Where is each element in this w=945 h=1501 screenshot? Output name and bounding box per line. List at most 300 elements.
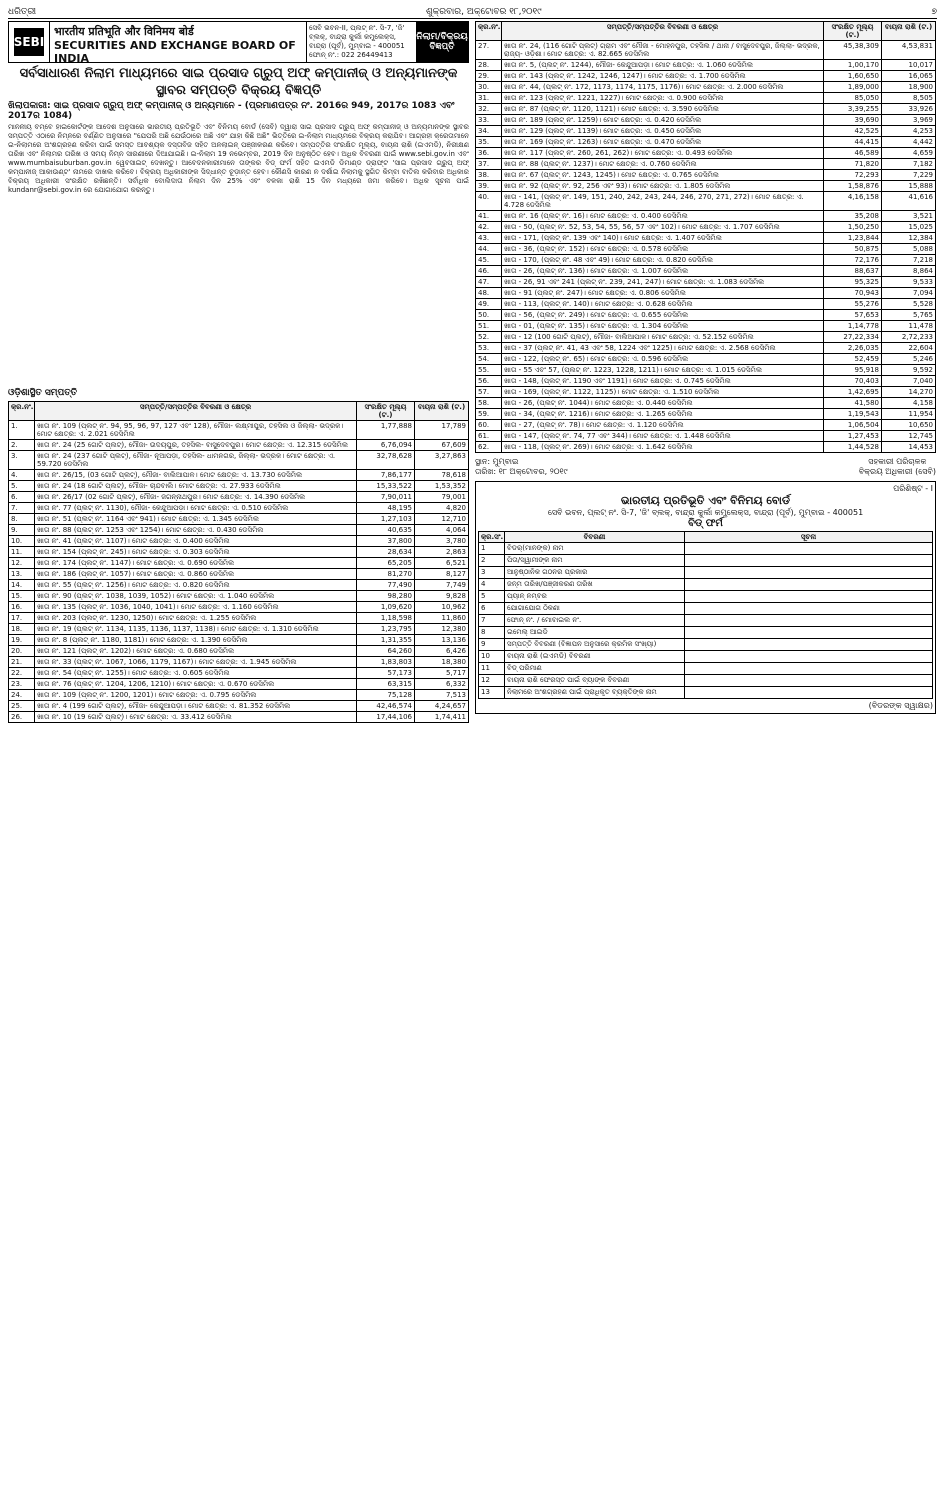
reserve-price: 35,208: [824, 211, 882, 222]
bid-row-number: 5: [479, 591, 505, 603]
bid-row-label: ଜନ୍ମ ତାରିଖ/ପଞ୍ଜୀକରଣ ତାରିଖ: [505, 579, 685, 591]
bid-row-label: ନିଲାମରେ ଅଂଶଗ୍ରହଣ ପାଇଁ ପ୍ରାଧିକୃତ ବ୍ୟକ୍ତିଙ୍କ ନାମ: [505, 687, 685, 699]
row-number: 6.: [9, 492, 35, 503]
property-description: ଖାତା - 122, (ପ୍ଲଟ୍ ନଂ. 65)। ମୋଟ କ୍ଷେତ୍ର: ଏ. 0.596 ଡେସିମିଲ: [502, 354, 824, 365]
table-row: [476, 409, 936, 420]
reserve-price: 57,173: [357, 668, 415, 679]
notice-body: ମାନନୀୟ ବମ୍ବେ ହାଇକୋର୍ଟଙ୍କ ଆଦେଶ ଅନୁସାରେ ଭାରତୀୟ ପ୍ରତିଭୂତି ଏବଂ ବିନିମୟ ବୋର୍ଡ (ସେବି) ଦ୍ୱାରା ସାଇ ପ୍ରସାଦ ଗ୍ରୁପ୍ ଅଫ୍ କମ୍ପାନୀଜ୍ ଓ ଅନ୍ୟମାନଙ୍କ ସ୍ଥାବର ସମ୍ପତ୍ତି ଏଠାରେ ନିମ୍ନରେ ବର୍ଣ୍ଣିତ ଅନୁସାରେ "ଯେପରି ଅଛି ଯେଉଁଠାରେ ଅଛି ଏବଂ ଯାହା କିଛି ଅଛି" ଭିତ୍ତିରେ ଇ-ନିଲାମ ମାଧ୍ୟମରେ ବିକ୍ରୟ କରାଯିବ। ଆଗ୍ରହୀ କ୍ରେତାମାନେ ଇ-ନିଲାମରେ ଅଂଶଗ୍ରହଣ କରିବା ପାଇଁ ସମସ୍ତ ଆବଶ୍ୟକ ଦସ୍ତାବିଜ ସହିତ ଅନଲାଇନ୍ ପଞ୍ଜୀକରଣ କରିବେ। ସମ୍ପତ୍ତିର ସଂରକ୍ଷିତ ମୂଲ୍ୟ, ବାୟନା ରାଶି (ଇଏମଡି), ନିରୀକ୍ଷଣ ତାରିଖ ଏବଂ ନିଲାମର ତାରିଖ ଓ ସମୟ ନିମ୍ନ ସାରଣୀରେ ଦିଆଯାଇଛି। ଇ-ନିଲାମ 19 ନଭେମ୍ବର, 2019 ଦିନ ଅନୁଷ୍ଠିତ ହେବ। ଅଧିକ ବିବରଣୀ ପାଇଁ www.sebi.gov.in ଏବଂ www.mumbaisuburban.gov.in ୱେବସାଇଟ୍ ଦେଖନ୍ତୁ। ଆବେଦନକାରୀମାନେ ତାଙ୍କର ବିଡ୍ ଫର୍ମ ସହିତ ଇଏମଡି ଡିମାଣ୍ଡ ଡ୍ରାଫ୍ଟ 'ସାଇ ପ୍ରସାଦ ଗ୍ରୁପ୍ ଅଫ୍ କମ୍ପାନୀଜ୍ ଆକାଉଣ୍ଟ' ନାମରେ ଦାଖଲ କରିବେ। ବିକ୍ରୟ ଅଧିକାରୀଙ୍କ ସିଦ୍ଧାନ୍ତ ଚୂଡ଼ାନ୍ତ ହେବ। କୌଣସି କାରଣ ନ ଦର୍ଶାଇ ନିଲାମକୁ ସ୍ଥଗିତ କିମ୍ବା ବାତିଲ କରିବାର ଅଧିକାର ବିକ୍ରୟ ଅଧିକାରୀ ସଂରକ୍ଷିତ ରଖିଛନ୍ତି। ସର୍ବାଧିକ ବୋଲିଦାତା ନିଲାମ ଦିନ 25% ଏବଂ ବଳକା ରାଶି 15 ଦିନ ମଧ୍ୟରେ ଜମା କରିବେ। ଅଧିକ ସୂଚନା ପାଇଁ kundanr@sebi.gov.in ରେ ଯୋଗାଯୋଗ କରନ୍ତୁ।: [8, 123, 469, 194]
table-row: [476, 354, 936, 365]
bid-form-annex: ପରିଶିଷ୍ଟ - I: [893, 484, 933, 493]
property-description: ଖାତା - 147, (ପ୍ଲଟ୍ ନଂ. 74, 77 ଏବଂ 344)। ମୋଟ କ୍ଷେତ୍ର: ଏ. 1.448 ଡେସିମିଲ: [502, 431, 824, 442]
property-description: ଖାତା ନଂ. 16 (ପ୍ଲଟ୍ ନଂ. 16)। ମୋଟ କ୍ଷେତ୍ର: ଏ. 0.400 ଡେସିମିଲ: [502, 211, 824, 222]
reserve-price: 1,27,103: [357, 514, 415, 525]
reserve-price: 1,23,844: [824, 233, 882, 244]
property-description: ଖାତା ନଂ. 41 (ପ୍ଲଟ୍ ନଂ. 1107)। ମୋଟ କ୍ଷେତ୍ର: ଏ. 0.400 ଡେସିମିଲ: [35, 536, 357, 547]
notice-header: [8, 21, 469, 63]
row-number: 45.: [476, 255, 502, 266]
table-row: [476, 277, 936, 288]
col-header-desc: ସମ୍ପତ୍ତି/ସମ୍ପତ୍ତିର ବିବରଣୀ ଓ କ୍ଷେତ୍ର: [502, 22, 824, 41]
reserve-price: 65,205: [357, 558, 415, 569]
row-number: 35.: [476, 137, 502, 148]
row-number: 24.: [9, 690, 35, 701]
property-description: ଖାତା ନଂ. 203 (ପ୍ଲଟ୍ ନଂ. 1230, 1250)। ମୋଟ କ୍ଷେତ୍ର: ଏ. 1.255 ଡେସିମିଲ: [35, 613, 357, 624]
reserve-price: 1,27,453: [824, 431, 882, 442]
row-number: 4.: [9, 470, 35, 481]
emd-amount: 3,27,863: [415, 451, 469, 470]
table-row: [9, 451, 469, 470]
reserve-price: 95,325: [824, 277, 882, 288]
reserve-price: 1,31,355: [357, 635, 415, 646]
reserve-price: 46,589: [824, 148, 882, 159]
row-number: 8.: [9, 514, 35, 525]
bid-row-number: 13: [479, 687, 505, 699]
table-row: [9, 701, 469, 712]
bid-row-label: ଫୋନ୍ ନଂ. / ମୋବାଇଲ ନଂ.: [505, 615, 685, 627]
col-header-reserve: ସଂରକ୍ଷିତ ମୂଲ୍ୟ (ଟ.): [357, 402, 415, 421]
org-address: ସେବି ଭବନ-II, ପ୍ଲଟ୍ ନଂ. ସି-7, 'ଜି' ବ୍ଲକ୍, ବାନ୍ଦ୍ରା କୁର୍ଲା କମ୍ପ୍ଲେକ୍ସ, ବାନ୍ଦ୍ରା (ପୂର୍ବ), ମୁମ୍ବାଇ - 400051 ଫୋନ୍ ନଂ.: 022 26449413: [306, 22, 416, 62]
emd-amount: 2,863: [415, 547, 469, 558]
emd-amount: 2,72,233: [882, 332, 936, 343]
bid-row-input[interactable]: [685, 651, 933, 663]
table-row: [476, 93, 936, 104]
reserve-price: 1,23,795: [357, 624, 415, 635]
reserve-price: 1,19,543: [824, 409, 882, 420]
table-row: [476, 82, 936, 93]
reserve-price: 42,46,574: [357, 701, 415, 712]
emd-amount: 12,380: [415, 624, 469, 635]
row-number: 2.: [9, 440, 35, 451]
table-row: [9, 481, 469, 492]
bid-row-input[interactable]: [685, 567, 933, 579]
bid-form-row: [479, 639, 933, 651]
bid-row-input[interactable]: [685, 663, 933, 675]
reserve-price: 15,33,522: [357, 481, 415, 492]
section-label: ଓଡ଼ିଶାସ୍ଥିତ ସମ୍ପତ୍ତି: [8, 388, 78, 398]
table-row: [476, 332, 936, 343]
property-description: ଖାତା ନଂ. 26/15, (03 ଗୋଟି ପ୍ଲଟ୍), ମୌଜା- ବାଲିଆପାଳ। ମୋଟ କ୍ଷେତ୍ର: ଏ. 13.730 ଡେସିମିଲ: [35, 470, 357, 481]
bid-row-number: 8: [479, 627, 505, 639]
property-description: ଖାତା ନଂ. 189 (ପ୍ଲଟ୍ ନଂ. 1259)। ମୋଟ କ୍ଷେତ୍ର: ଏ. 0.420 ଡେସିମିଲ: [502, 115, 824, 126]
emd-amount: 4,659: [882, 148, 936, 159]
row-number: 61.: [476, 431, 502, 442]
property-description: ଖାତା - 12 (100 ଗୋଟି ପ୍ଲଟ୍), ମୌଜା- ବାଲିଆପାଳ। ମୋଟ କ୍ଷେତ୍ର: ଏ. 52.152 ଡେସିମିଲ: [502, 332, 824, 343]
bid-row-input[interactable]: [685, 687, 933, 699]
bid-form-row: [479, 615, 933, 627]
reserve-price: 39,690: [824, 115, 882, 126]
emd-amount: 33,926: [882, 104, 936, 115]
row-number: 22.: [9, 668, 35, 679]
row-number: 23.: [9, 679, 35, 690]
left-column: [8, 21, 469, 1499]
table-row: [476, 170, 936, 181]
emd-amount: 7,229: [882, 170, 936, 181]
row-number: 17.: [9, 613, 35, 624]
col-header-emd: ବାୟନା ରାଶି (ଟ.): [415, 402, 469, 421]
table-row: [476, 222, 936, 233]
emd-amount: 14,453: [882, 442, 936, 453]
bid-form-title: ଭାରତୀୟ ପ୍ରତିଭୂତି ଏବଂ ବିନିମୟ ବୋର୍ଡ: [620, 494, 791, 507]
table-row: [476, 181, 936, 192]
reserve-price: 75,128: [357, 690, 415, 701]
newspaper-name: ଧରିତ୍ରୀ: [8, 7, 37, 17]
sebi-logo: SEBI: [9, 22, 50, 62]
table-row: [476, 321, 936, 332]
row-number: 26.: [9, 712, 35, 723]
emd-amount: 5,088: [882, 244, 936, 255]
emd-amount: 1,53,352: [415, 481, 469, 492]
row-number: 46.: [476, 266, 502, 277]
table-row: [9, 440, 469, 451]
property-description: ଖାତା - 141, (ପ୍ଲଟ୍ ନଂ. 149, 151, 240, 242, 243, 244, 246, 270, 271, 272)। ମୋଟ କ୍ଷେତ୍ର: ଏ. 4.728 ଡେସିମିଲ: [502, 192, 824, 211]
table-row: [9, 503, 469, 514]
bid-row-label: ପିତା/ସ୍ୱାମୀଙ୍କ ନାମ: [505, 555, 685, 567]
emd-amount: 12,384: [882, 233, 936, 244]
bid-form-row: [479, 567, 933, 579]
emd-amount: 6,332: [415, 679, 469, 690]
reserve-price: 7,86,177: [357, 470, 415, 481]
row-number: 12.: [9, 558, 35, 569]
table-row: [9, 591, 469, 602]
property-table-right: [475, 21, 936, 453]
reserve-price: 63,315: [357, 679, 415, 690]
property-description: ଖାତା ନଂ. 54 (ପ୍ଲଟ୍ ନଂ. 1255)। ମୋଟ କ୍ଷେତ୍ର: ଏ. 0.605 ଡେସିମିଲ: [35, 668, 357, 679]
table-row: [476, 211, 936, 222]
newspaper-date: ଶୁକ୍ରବାର, ଅକ୍ଟୋବର ୧୮,୨୦୧୯: [425, 7, 542, 17]
signature-block: [475, 457, 936, 477]
property-description: ଖାତା - 118, (ପ୍ଲଟ୍ ନଂ. 269)। ମୋଟ କ୍ଷେତ୍ର: ଏ. 1.642 ଡେସିମିଲ: [502, 442, 824, 453]
row-number: 9.: [9, 525, 35, 536]
bid-row-input[interactable]: [685, 639, 933, 651]
property-description: ଖାତା ନଂ. 24 (18 ଗୋଟି ପ୍ଲଟ୍), ମୌଜା- ଚାନ୍ଦବାଲି। ମୋଟ କ୍ଷେତ୍ର: ଏ. 27.933 ଡେସିମିଲ: [35, 481, 357, 492]
right-column: [475, 21, 936, 1499]
row-number: 38.: [476, 170, 502, 181]
emd-amount: 16,065: [882, 71, 936, 82]
reserve-price: 1,18,598: [357, 613, 415, 624]
auction-badge: ନିଲାମ/ବିକ୍ରୟ ବିଜ୍ଞପ୍ତି: [416, 22, 468, 62]
row-number: 14.: [9, 580, 35, 591]
bid-form-row: [479, 651, 933, 663]
table-row: [476, 387, 936, 398]
table-row: [9, 470, 469, 481]
property-description: ଖାତା ନଂ. 10 (19 ଗୋଟି ପ୍ଲଟ୍)। ମୋଟ କ୍ଷେତ୍ର: ଏ. 33.412 ଡେସିମିଲ: [35, 712, 357, 723]
reserve-price: 1,83,803: [357, 657, 415, 668]
table-row: [9, 525, 469, 536]
row-number: 55.: [476, 365, 502, 376]
property-description: ଖାତା - 171, (ପ୍ଲଟ୍ ନଂ. 139 ଏବଂ 140)। ମୋଟ କ୍ଷେତ୍ର: ଏ. 1.407 ଡେସିମିଲ: [502, 233, 824, 244]
row-number: 37.: [476, 159, 502, 170]
row-number: 31.: [476, 93, 502, 104]
col-header-no: କ୍ର.ନଂ.: [9, 402, 35, 421]
bid-form-address: ସେବି ଭବନ, ପ୍ଲଟ୍ ନଂ. ସି-7, 'ଜି' ବ୍ଲକ୍, ବାନ୍ଦ୍ରା କୁର୍ଲା କମ୍ପ୍ଲେକ୍ସ, ବାନ୍ଦ୍ରା (ପୂର୍ବ), ମୁମ୍ବାଇ - 400051: [547, 508, 864, 517]
row-number: 48.: [476, 288, 502, 299]
bid-row-number: 11: [479, 663, 505, 675]
property-description: ଖାତା - 91 (ପ୍ଲଟ୍ ନଂ. 247)। ମୋଟ କ୍ଷେତ୍ର: ଏ. 0.806 ଡେସିମିଲ: [502, 288, 824, 299]
property-description: ଖାତା ନଂ. 121 (ପ୍ଲଟ୍ ନଂ. 1202)। ମୋଟ କ୍ଷେତ୍ର: ଏ. 0.680 ଡେସିମିଲ: [35, 646, 357, 657]
reserve-price: 72,176: [824, 255, 882, 266]
table-row: [476, 343, 936, 354]
reserve-price: 57,653: [824, 310, 882, 321]
bid-row-input[interactable]: [685, 579, 933, 591]
table-row: [476, 192, 936, 211]
row-number: 49.: [476, 299, 502, 310]
bid-row-input[interactable]: [685, 627, 933, 639]
table-row: [476, 244, 936, 255]
table-row: [476, 104, 936, 115]
emd-amount: 6,521: [415, 558, 469, 569]
table-row: [476, 365, 936, 376]
reserve-price: 81,270: [357, 569, 415, 580]
reserve-price: 41,580: [824, 398, 882, 409]
property-description: ଖାତା - 37 (ପ୍ଲଟ୍ ନଂ. 41, 43 ଏବଂ 58, 1224 ଏବଂ 1225)। ମୋଟ କ୍ଷେତ୍ର: ଏ. 2.568 ଡେସିମିଲ: [502, 343, 824, 354]
row-number: 43.: [476, 233, 502, 244]
reserve-price: 1,50,250: [824, 222, 882, 233]
reserve-price: 3,39,255: [824, 104, 882, 115]
property-description: ଖାତା - 26, (ପ୍ଲଟ୍ ନଂ. 136)। ମୋଟ କ୍ଷେତ୍ର: ଏ. 1.007 ଡେସିମିଲ: [502, 266, 824, 277]
table-row: [9, 569, 469, 580]
emd-amount: 4,253: [882, 126, 936, 137]
table-row: [476, 71, 936, 82]
bid-form-row: [479, 591, 933, 603]
row-number: 50.: [476, 310, 502, 321]
page-number: ୭: [931, 7, 937, 17]
bid-form-row: [479, 675, 933, 687]
table-row: [9, 536, 469, 547]
bid-row-input[interactable]: [685, 555, 933, 567]
property-description: ଖାତା - 170, (ପ୍ଲଟ୍ ନଂ. 48 ଏବଂ 49)। ମୋଟ କ୍ଷେତ୍ର: ଏ. 0.820 ଡେସିମିଲ: [502, 255, 824, 266]
org-name-english: SECURITIES AND EXCHANGE BOARD OF INDIA: [54, 39, 296, 65]
row-number: 21.: [9, 657, 35, 668]
bid-row-number: 10: [479, 651, 505, 663]
property-description: ଖାତା - 55 ଏବଂ 57, (ପ୍ଲଟ୍ ନଂ. 1223, 1228, 1211)। ମୋଟ କ୍ଷେତ୍ର: ଏ. 1.015 ଡେସିମିଲ: [502, 365, 824, 376]
reserve-price: 32,78,628: [357, 451, 415, 470]
emd-amount: 3,521: [882, 211, 936, 222]
bid-row-input[interactable]: [685, 675, 933, 687]
reserve-price: 45,38,309: [824, 41, 882, 60]
reserve-price: 48,195: [357, 503, 415, 514]
property-description: ଖାତା ନଂ. 109 (ପ୍ଲଟ୍ ନଂ. 94, 95, 96, 97, 127 ଏବଂ 128), ମୌଜା- ଲକ୍ଷ୍ମୀପୁର, ତହସିଲ ଓ ଜିଲ୍ଲା- ଭଦ୍ରକ। ମୋଟ କ୍ଷେତ୍ର: ଏ. 2.021 ଡେସିମିଲ: [35, 421, 357, 440]
row-number: 34.: [476, 126, 502, 137]
row-number: 13.: [9, 569, 35, 580]
row-number: 32.: [476, 104, 502, 115]
reserve-price: 64,260: [357, 646, 415, 657]
emd-amount: 22,604: [882, 343, 936, 354]
property-description: ଖାତା - 26, 91 ଏବଂ 241 (ପ୍ଲଟ୍ ନଂ. 239, 241, 247)। ମୋଟ କ୍ଷେତ୍ର: ଏ. 1.083 ଡେସିମିଲ: [502, 277, 824, 288]
emd-amount: 15,025: [882, 222, 936, 233]
property-description: ଖାତା ନଂ. 26/17 (02 ଗୋଟି ପ୍ଲଟ୍), ମୌଜା- ଜଗନ୍ନାଥପୁର। ମୋଟ କ୍ଷେତ୍ର: ଏ. 14.390 ଡେସିମିଲ: [35, 492, 357, 503]
reserve-price: 55,276: [824, 299, 882, 310]
reserve-price: 71,820: [824, 159, 882, 170]
reserve-price: 88,637: [824, 266, 882, 277]
table-row: [9, 580, 469, 591]
emd-amount: 7,513: [415, 690, 469, 701]
emd-amount: 3,780: [415, 536, 469, 547]
row-number: 16.: [9, 602, 35, 613]
emd-amount: 8,864: [882, 266, 936, 277]
bid-row-input[interactable]: [685, 543, 933, 555]
row-number: 18.: [9, 624, 35, 635]
bid-form: [475, 481, 936, 714]
reserve-price: 95,918: [824, 365, 882, 376]
table-row: [9, 602, 469, 613]
table-row: [476, 137, 936, 148]
property-description: ଖାତା - 26, (ପ୍ଲଟ୍ ନଂ. 1044)। ମୋଟ କ୍ଷେତ୍ର: ଏ. 0.440 ଡେସିମିଲ: [502, 398, 824, 409]
row-number: 25.: [9, 701, 35, 712]
reserve-price: 1,00,170: [824, 60, 882, 71]
row-number: 5.: [9, 481, 35, 492]
bid-form-table: [478, 531, 933, 699]
table-row: [476, 420, 936, 431]
emd-amount: 7,040: [882, 376, 936, 387]
row-number: 42.: [476, 222, 502, 233]
row-number: 60.: [476, 420, 502, 431]
emd-amount: 4,442: [882, 137, 936, 148]
bid-row-input[interactable]: [685, 603, 933, 615]
emd-amount: 11,478: [882, 321, 936, 332]
emd-amount: 8,127: [415, 569, 469, 580]
emd-amount: 78,618: [415, 470, 469, 481]
emd-amount: 4,158: [882, 398, 936, 409]
emd-amount: 79,001: [415, 492, 469, 503]
row-number: 11.: [9, 547, 35, 558]
reserve-price: 1,06,504: [824, 420, 882, 431]
property-description: ଖାତା ନଂ. 24 (237 ଗୋଟି ପ୍ଲଟ୍), ମୌଜା- ନୂଆପଡ଼ା, ତହସିଲ- ଧାମନଗର, ଜିଲ୍ଲା- ଭଦ୍ରକ। ମୋଟ କ୍ଷେତ୍ର: ଏ. 59.720 ଡେସିମିଲ: [35, 451, 357, 470]
table-row: [9, 635, 469, 646]
table-row: [476, 442, 936, 453]
bid-row-number: 3: [479, 567, 505, 579]
row-number: 7.: [9, 503, 35, 514]
table-row: [476, 310, 936, 321]
row-number: 19.: [9, 635, 35, 646]
table-row: [9, 679, 469, 690]
reserve-price: 1,42,695: [824, 387, 882, 398]
emd-amount: 14,270: [882, 387, 936, 398]
reserve-price: 52,459: [824, 354, 882, 365]
emd-amount: 11,860: [415, 613, 469, 624]
table-row: [9, 547, 469, 558]
row-number: 36.: [476, 148, 502, 159]
bid-row-input[interactable]: [685, 615, 933, 627]
emd-amount: 9,592: [882, 365, 936, 376]
row-number: 27.: [476, 41, 502, 60]
table-row: [476, 148, 936, 159]
emd-amount: 12,710: [415, 514, 469, 525]
table-row: [476, 431, 936, 442]
reserve-price: 1,77,888: [357, 421, 415, 440]
row-number: 15.: [9, 591, 35, 602]
reserve-price: 1,44,528: [824, 442, 882, 453]
reserve-price: 17,44,106: [357, 712, 415, 723]
emd-amount: 4,24,657: [415, 701, 469, 712]
emd-amount: 3,969: [882, 115, 936, 126]
newspaper-top-strip: [8, 6, 937, 19]
reserve-price: 85,050: [824, 93, 882, 104]
bid-form-row: [479, 663, 933, 675]
bid-form-subtitle: ବିଡ୍ ଫର୍ମ: [688, 518, 723, 529]
row-number: 10.: [9, 536, 35, 547]
row-number: 57.: [476, 387, 502, 398]
notice-subtitle: ସ୍ଥାବର ସମ୍ପତ୍ତି ବିକ୍ରୟ ବିଜ୍ଞପ୍ତି: [155, 83, 322, 98]
table-row: [476, 233, 936, 244]
emd-amount: 6,426: [415, 646, 469, 657]
property-description: ଖାତା ନଂ. 77 (ପ୍ଲଟ୍ ନଂ. 1130), ମୌଜା- କେନ୍ଦୁଆପଡ଼ା। ମୋଟ କ୍ଷେତ୍ର: ଏ. 0.510 ଡେସିମିଲ: [35, 503, 357, 514]
property-description: ଖାତା ନଂ. 92 (ପ୍ଲଟ୍ ନଂ. 92, 256 ଏବଂ 93)। ମୋଟ କ୍ଷେତ୍ର: ଏ. 1.805 ଡେସିମିଲ: [502, 181, 824, 192]
property-description: ଖାତା - 01, (ପ୍ଲଟ୍ ନଂ. 135)। ମୋଟ କ୍ଷେତ୍ର: ଏ. 1.304 ଡେସିମିଲ: [502, 321, 824, 332]
table-row: [9, 514, 469, 525]
reserve-price: 27,22,334: [824, 332, 882, 343]
reserve-price: 1,14,778: [824, 321, 882, 332]
row-number: 54.: [476, 354, 502, 365]
emd-amount: 11,954: [882, 409, 936, 420]
property-description: ଖାତା - 56, (ପ୍ଲଟ୍ ନଂ. 249)। ମୋଟ କ୍ଷେତ୍ର: ଏ. 0.655 ଡେସିମିଲ: [502, 310, 824, 321]
bid-row-label: ସମ୍ପତ୍ତି ବିବରଣୀ (ବିଜ୍ଞାପନ ଅନୁସାରେ କ୍ରମିକ ସଂଖ୍ୟା): [505, 639, 685, 651]
sign-place: ସ୍ଥାନ: ମୁମ୍ବାଇ: [475, 457, 519, 466]
bid-row-number: 4: [479, 579, 505, 591]
reserve-price: 7,90,011: [357, 492, 415, 503]
table-row: [9, 657, 469, 668]
defaulter-line: ଖିଲାପକାରୀ: ସାଇ ପ୍ରସାଦ ଗ୍ରୁପ୍ ଅଫ୍ କମ୍ପାନୀଜ୍ ଓ ଅନ୍ୟମାନେ - (ପ୍ରମାଣପତ୍ର ନଂ. 2016ର 949, 2017ର 1083 ଏବଂ 2017ର 1084): [8, 101, 455, 121]
table-row: [476, 376, 936, 387]
property-description: ଖାତା ନଂ. 19 (ପ୍ଲଟ୍ ନଂ. 1134, 1135, 1136, 1137, 1138)। ମୋଟ କ୍ଷେତ୍ର: ଏ. 1.310 ଡେସିମିଲ: [35, 624, 357, 635]
bid-form-row: [479, 543, 933, 555]
bid-row-number: 7: [479, 615, 505, 627]
emd-amount: 18,380: [415, 657, 469, 668]
reserve-price: 72,293: [824, 170, 882, 181]
emd-amount: 8,505: [882, 93, 936, 104]
sign-title: ସହକାରୀ ପରିଚାଳକ: [868, 457, 927, 466]
bid-form-row: [479, 603, 933, 615]
emd-amount: 9,828: [415, 591, 469, 602]
table-row: [9, 613, 469, 624]
property-description: ଖାତା ନଂ. 88 (ପ୍ଲଟ୍ ନଂ. 1237)। ମୋଟ କ୍ଷେତ୍ର: ଏ. 0.760 ଡେସିମିଲ: [502, 159, 824, 170]
bid-row-label: ବାୟନା ରାଶି ଫେରସ୍ତ ପାଇଁ ବ୍ୟାଙ୍କ ବିବରଣୀ: [505, 675, 685, 687]
table-row: [9, 421, 469, 440]
col-header-desc: ସମ୍ପତ୍ତି/ସମ୍ପତ୍ତିର ବିବରଣୀ ଓ କ୍ଷେତ୍ର: [35, 402, 357, 421]
row-number: 53.: [476, 343, 502, 354]
bid-row-number: 2: [479, 555, 505, 567]
bid-row-input[interactable]: [685, 591, 933, 603]
emd-amount: 9,533: [882, 277, 936, 288]
property-description: ଖାତା ନଂ. 174 (ପ୍ଲଟ୍ ନଂ. 1147)। ମୋଟ କ୍ଷେତ୍ର: ଏ. 0.690 ଡେସିମିଲ: [35, 558, 357, 569]
property-description: ଖାତା ନଂ. 129 (ପ୍ଲଟ୍ ନଂ. 1139)। ମୋଟ କ୍ଷେତ୍ର: ଏ. 0.450 ଡେସିମିଲ: [502, 126, 824, 137]
property-description: ଖାତା ନଂ. 87 (ପ୍ଲଟ୍ ନଂ. 1120, 1121)। ମୋଟ କ୍ଷେତ୍ର: ଏ. 3.590 ଡେସିମିଲ: [502, 104, 824, 115]
row-number: 33.: [476, 115, 502, 126]
col-header-no: କ୍ର.ନଂ.: [476, 22, 502, 41]
bid-form-row: [479, 687, 933, 699]
table-row: [9, 558, 469, 569]
table-row: [9, 646, 469, 657]
row-number: 47.: [476, 277, 502, 288]
emd-amount: 4,820: [415, 503, 469, 514]
reserve-price: 1,09,620: [357, 602, 415, 613]
row-number: 39.: [476, 181, 502, 192]
emd-amount: 7,749: [415, 580, 469, 591]
emd-amount: 12,745: [882, 431, 936, 442]
emd-amount: 5,717: [415, 668, 469, 679]
row-number: 41.: [476, 211, 502, 222]
reserve-price: 77,490: [357, 580, 415, 591]
emd-amount: 7,094: [882, 288, 936, 299]
table-row: [476, 288, 936, 299]
row-number: 52.: [476, 332, 502, 343]
reserve-price: 44,415: [824, 137, 882, 148]
property-description: ଖାତା ନଂ. 24, (116 ଗୋଟି ପ୍ଲଟ୍) ଗ୍ରାମ ଏବଂ ମୌଜା - ମୋହନପୁର, ତହସିଲ / ଥାନା / ବାସୁଦେବପୁର, ଜିଲ୍ଲା- ଭଦ୍ରକ, ରାଜ୍ୟ- ଓଡ଼ିଶା। ମୋଟ କ୍ଷେତ୍ର: ଏ. 82.665 ଡେସିମିଲ: [502, 41, 824, 60]
table-row: [9, 668, 469, 679]
property-description: ଖାତା ନଂ. 5, (ପ୍ଲଟ୍ ନଂ. 1244), ମୌଜା- କେନ୍ଦୁଆପଡ଼ା। ମୋଟ କ୍ଷେତ୍ର: ଏ. 1.060 ଡେସିମିଲ: [502, 60, 824, 71]
emd-amount: 4,064: [415, 525, 469, 536]
property-description: ଖାତା ନଂ. 109 (ପ୍ଲଟ୍ ନଂ. 1200, 1201)। ମୋଟ କ୍ଷେତ୍ର: ଏ. 0.795 ଡେସିମିଲ: [35, 690, 357, 701]
bid-form-row: [479, 555, 933, 567]
reserve-price: 1,60,650: [824, 71, 882, 82]
